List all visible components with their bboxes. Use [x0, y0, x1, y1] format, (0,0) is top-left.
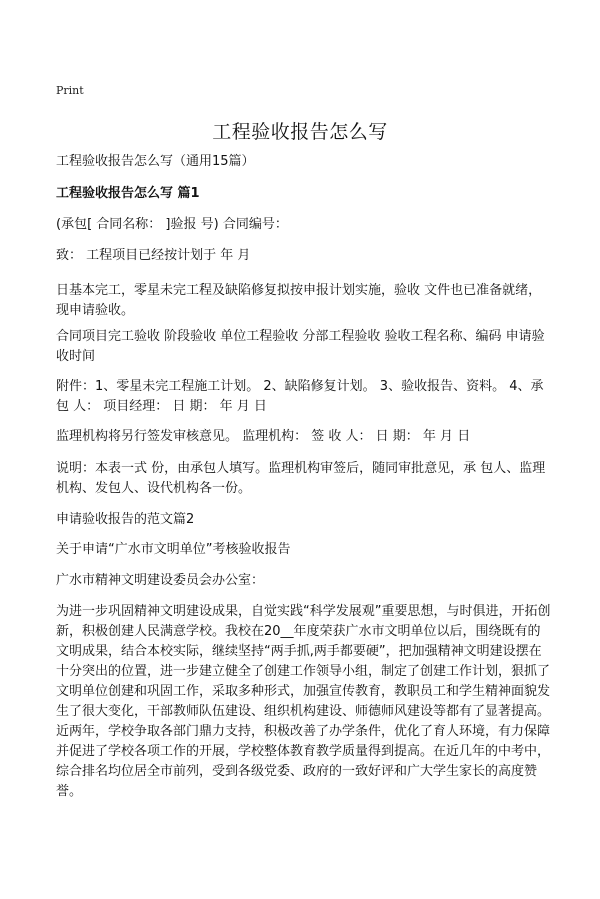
- completion-paragraph: 日基本完工，零星未完工程及缺陷修复拟按申报计划实施，验收 文件也已准备就绪，现申请验收。: [56, 283, 542, 318]
- main-body-paragraph: 为进一步巩固精神文明建设成果，自觉实践“科学发展观”重要思想，与时俱进，开拓创新，积极创建人民满意学校。我校在20__年度荣获广水市文明单位以后，围绕既有的文明成果，结合本校实际，继续坚持“两手抓,两手都要硬”，把加强精神文明建设摆在十分突出的位置，进一步建立健全了创建工作领导小组，制定了创建工作计划，狠抓了文明单位创建和巩固工作，采取多种形式，加强宣传教育，教职员工和学生精神面貌发生了很大变化，干部教师队伍建设、组织机构建设、师德师风建设等都有了显著提高。近两年，学校争取各部门鼎力支持，积极改善了办学条件，优化了育人环境，有力保障并促进了学校各项工作的开展，学校整体教育教学质量得到提高。在近几年的中考中，综合排名均位居全市前列，受到各级党委、政府的一致好评和广大学生家长的高度赞誉。: [56, 604, 551, 799]
- print-label: Print: [56, 84, 84, 97]
- document-title: 工程验收报告怎么写: [212, 121, 388, 143]
- supervision-line: 监理机构将另行签发审核意见。 监理机构： 签 收 人： 日 期： 年 月 日: [56, 429, 471, 444]
- contract-line: (承包[ 合同名称： ]验报 号) 合同编号：: [56, 217, 288, 232]
- recipient-line: 广水市精神文明建设委员会办公室：: [56, 573, 265, 588]
- note-paragraph: 说明：本表一式 份，由承包人填写。监理机构审签后，随同审批意见，承 包人、监理机构、发包人、设代机构各一份。: [56, 461, 546, 496]
- report-title-line: 关于申请“广水市文明单位”考核验收报告: [56, 542, 291, 557]
- section-heading-1: 工程验收报告怎么写 篇1: [56, 186, 200, 201]
- to-line: 致： 工程项目已经按计划于 年 月: [56, 248, 251, 263]
- attachments-paragraph: 附件：1、零星未完工程施工计划。 2、缺陷修复计划。 3、验收报告、资料。 4、承 包 人： 项目经理： 日 期： 年 月 日: [56, 379, 544, 414]
- section-heading-2: 申请验收报告的范文篇2: [56, 512, 195, 527]
- subtitle-paragraph: 工程验收报告怎么写（通用15篇）: [56, 154, 255, 169]
- acceptance-type-paragraph: 合同项目完工验收 阶段验收 单位工程验收 分部工程验收 验收工程名称、编码 申请验收时间: [56, 329, 545, 364]
